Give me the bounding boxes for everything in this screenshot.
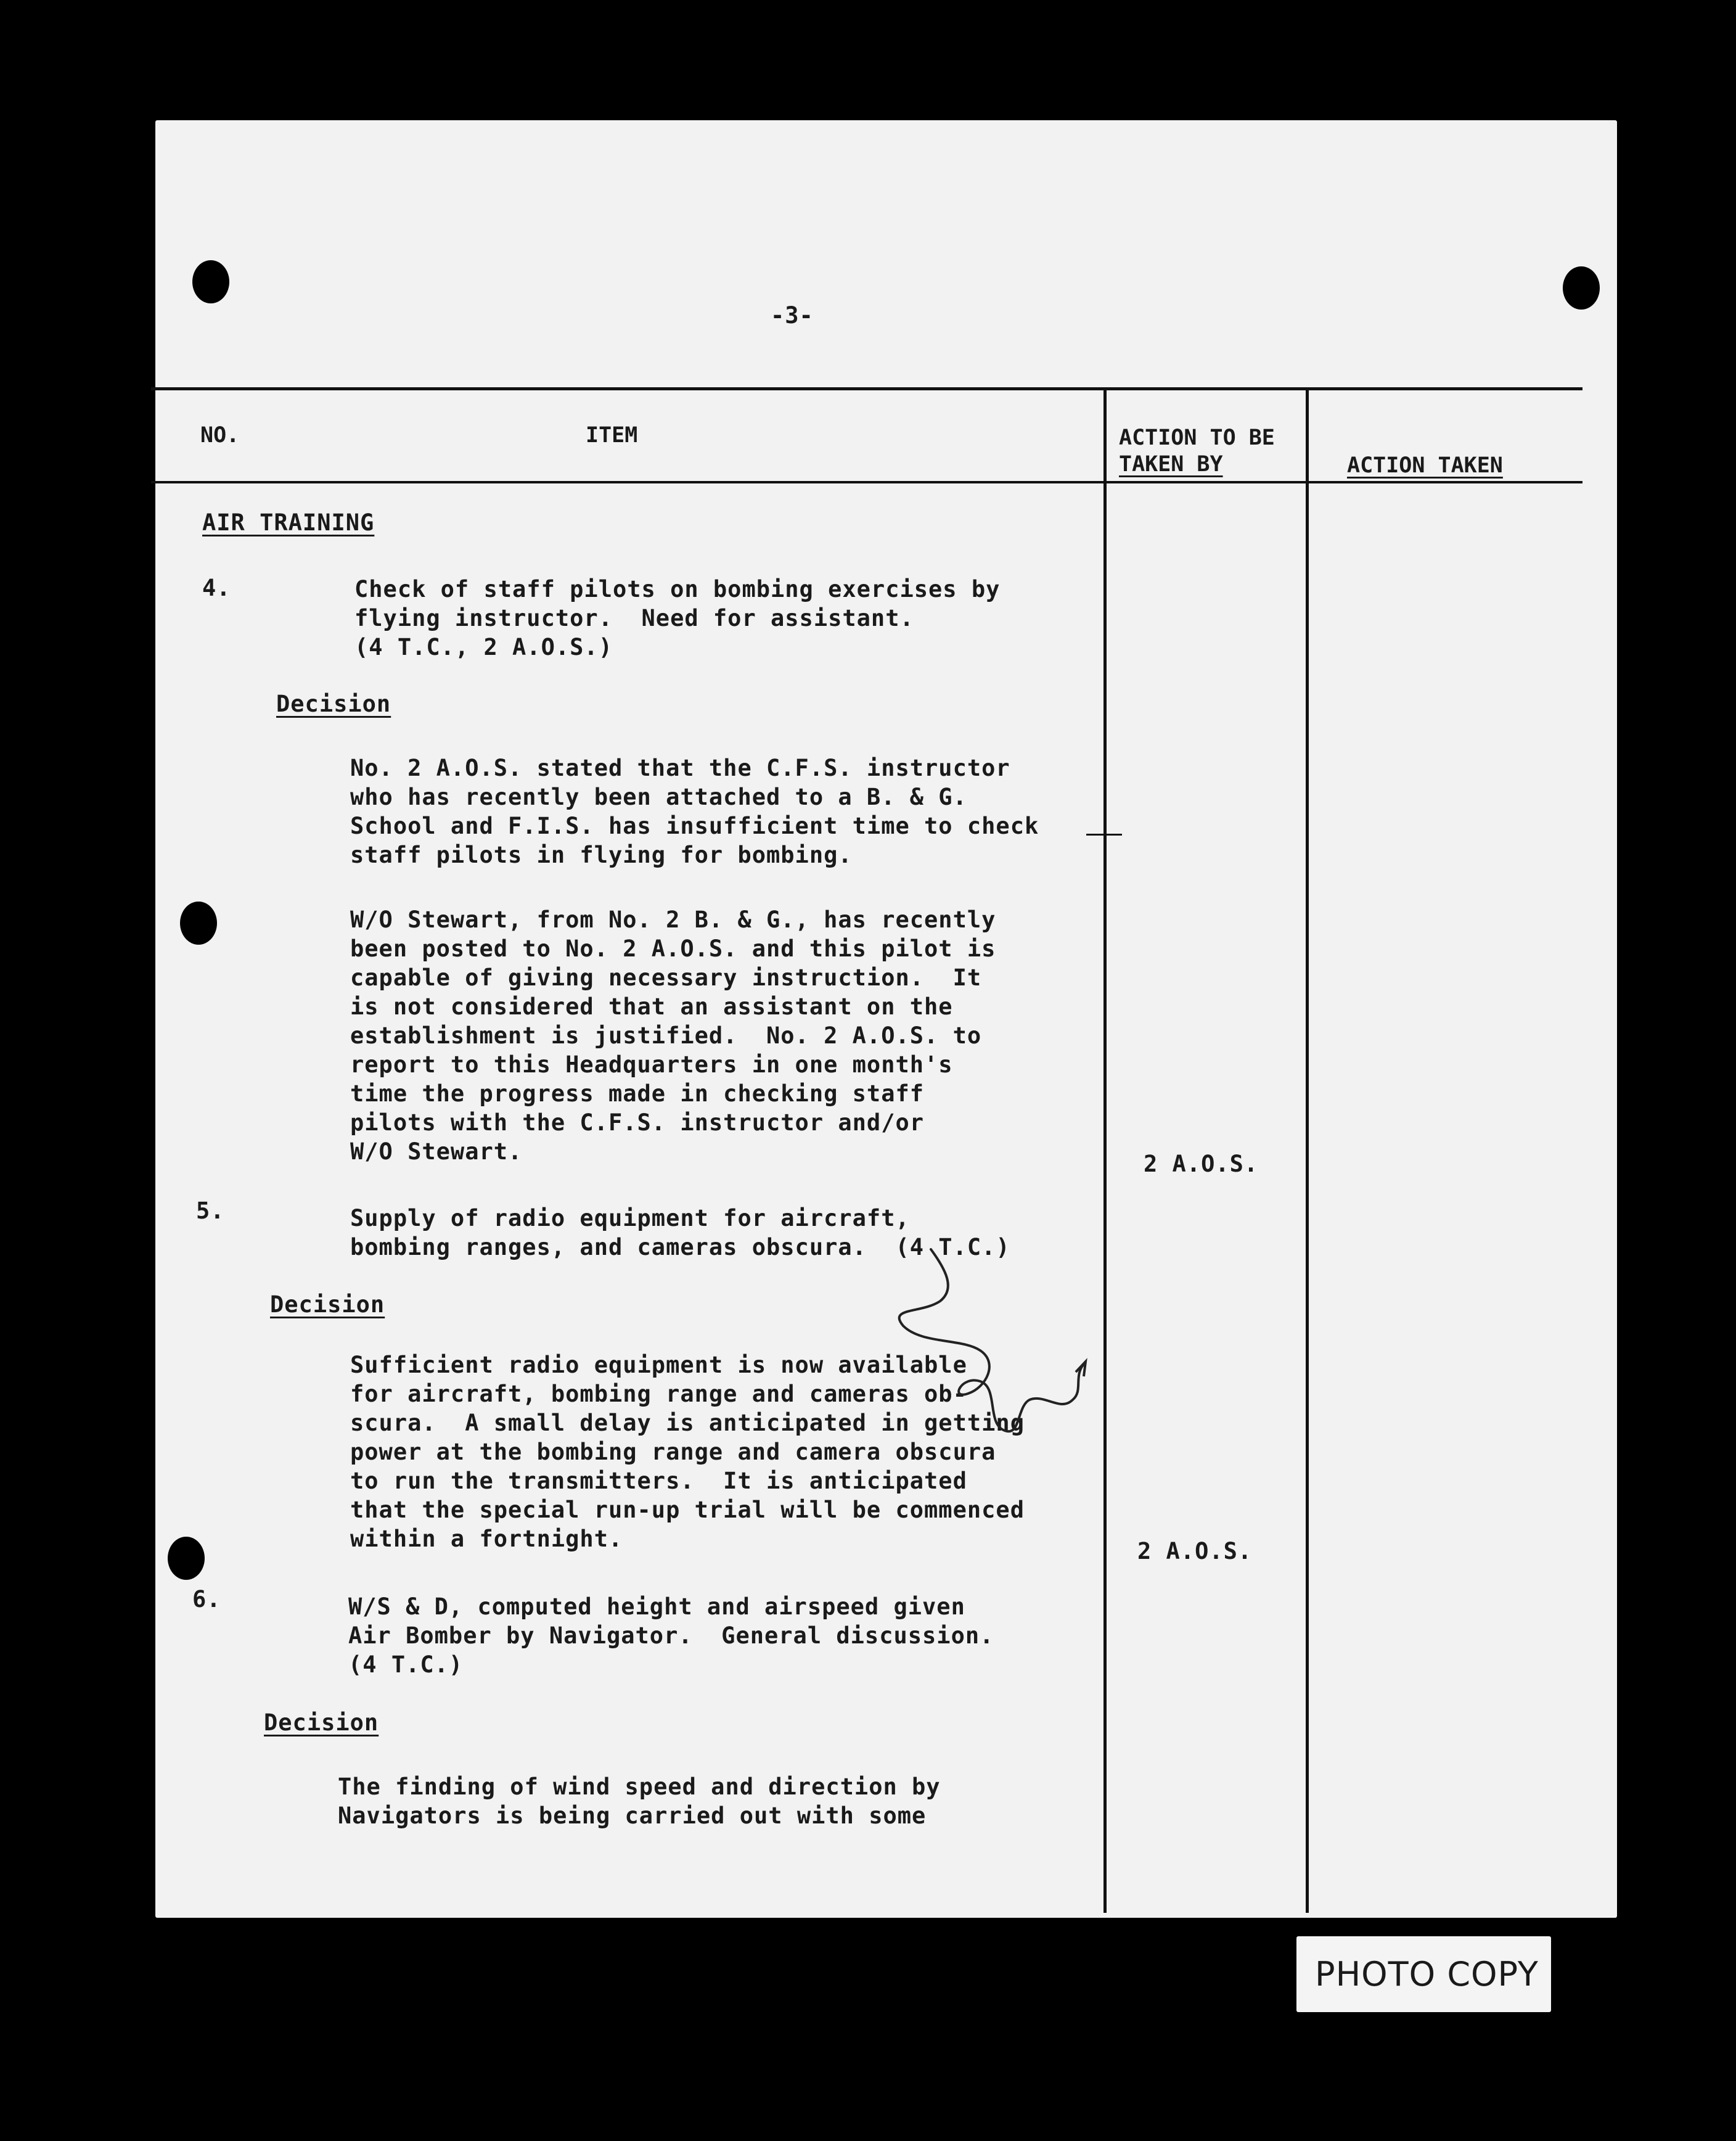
- decision-line: that the special run-up trial will be commenced: [350, 1497, 1025, 1523]
- section-title: AIR TRAINING: [202, 509, 375, 536]
- table-top-rule: [151, 387, 1582, 390]
- punch-hole: [192, 260, 229, 303]
- decision-line: is not considered that an assistant on the: [350, 993, 953, 1020]
- column-header-item: ITEM: [586, 423, 638, 448]
- item-line: flying instructor. Need for assistant.: [354, 605, 914, 631]
- item-line: Check of staff pilots on bombing exercises by: [354, 576, 1001, 602]
- punch-hole: [168, 1537, 205, 1580]
- column-divider-action-by: [1103, 390, 1107, 1913]
- decision-line: Navigators is being carried out with some: [338, 1802, 927, 1829]
- item-number: 4.: [202, 575, 231, 601]
- handwritten-scribble: [888, 1246, 1091, 1449]
- punch-hole: [1563, 266, 1600, 310]
- decision-line: report to this Headquarters in one month's: [350, 1051, 953, 1078]
- decision-line: W/O Stewart.: [350, 1138, 523, 1165]
- decision-line: power at the bombing range and camera obscura: [350, 1439, 996, 1465]
- decision-line: been posted to No. 2 A.O.S. and this pilot is: [350, 935, 996, 962]
- column-header-action-taken: ACTION TAKEN: [1347, 453, 1503, 478]
- decision-line: establishment is justified. No. 2 A.O.S. to: [350, 1022, 982, 1049]
- punch-hole: [180, 902, 217, 945]
- item-line: Air Bomber by Navigator. General discussion.: [348, 1622, 994, 1649]
- item-line: (4 T.C., 2 A.O.S.): [354, 634, 613, 660]
- strike-mark: [1086, 834, 1122, 836]
- column-divider-action-taken: [1306, 390, 1309, 1913]
- decision-line: who has recently been attached to a B. & G.: [350, 784, 967, 810]
- item-line: W/S & D, computed height and airspeed given: [348, 1593, 965, 1620]
- item-line: bombing ranges, and cameras obscura. (4 T.C.): [350, 1234, 1010, 1260]
- decision-line: to run the transmitters. It is anticipated: [350, 1468, 967, 1494]
- decision-line: staff pilots in flying for bombing.: [350, 842, 853, 868]
- column-header-action-to-be-taken-line2: TAKEN BY: [1119, 452, 1223, 477]
- page-number: -3-: [771, 302, 814, 329]
- decision-label: Decision: [270, 1291, 385, 1318]
- item-number: 6.: [192, 1586, 221, 1613]
- decision-label: Decision: [264, 1709, 379, 1736]
- decision-line: W/O Stewart, from No. 2 B. & G., has recently: [350, 906, 996, 933]
- decision-line: time the progress made in checking staff: [350, 1080, 925, 1107]
- column-header-no: NO.: [200, 423, 240, 448]
- header-bottom-rule: [151, 481, 1582, 483]
- item-line: (4 T.C.): [348, 1651, 464, 1678]
- action-by-value: 2 A.O.S.: [1137, 1538, 1253, 1564]
- column-header-action-to-be-taken-line1: ACTION TO BE: [1119, 425, 1275, 450]
- decision-line: School and F.I.S. has insufficient time to check: [350, 813, 1039, 839]
- decision-line: pilots with the C.F.S. instructor and/or: [350, 1109, 925, 1136]
- decision-line: The finding of wind speed and direction by: [338, 1773, 941, 1800]
- decision-line: within a fortnight.: [350, 1526, 623, 1552]
- photo-copy-stamp-text: PHOTO COPY: [1315, 1955, 1539, 1994]
- decision-label: Decision: [276, 691, 391, 717]
- decision-line: Sufficient radio equipment is now available: [350, 1352, 967, 1378]
- action-by-value: 2 A.O.S.: [1144, 1151, 1259, 1177]
- decision-line: for aircraft, bombing range and cameras ob-: [350, 1381, 967, 1407]
- decision-line: capable of giving necessary instruction. It: [350, 964, 982, 991]
- photo-copy-stamp: [1296, 1936, 1551, 2012]
- decision-line: scura. A small delay is anticipated in getting: [350, 1410, 1025, 1436]
- item-line: Supply of radio equipment for aircraft,: [350, 1205, 910, 1231]
- decision-line: No. 2 A.O.S. stated that the C.F.S. instructor: [350, 755, 1010, 781]
- item-number: 5.: [196, 1198, 225, 1224]
